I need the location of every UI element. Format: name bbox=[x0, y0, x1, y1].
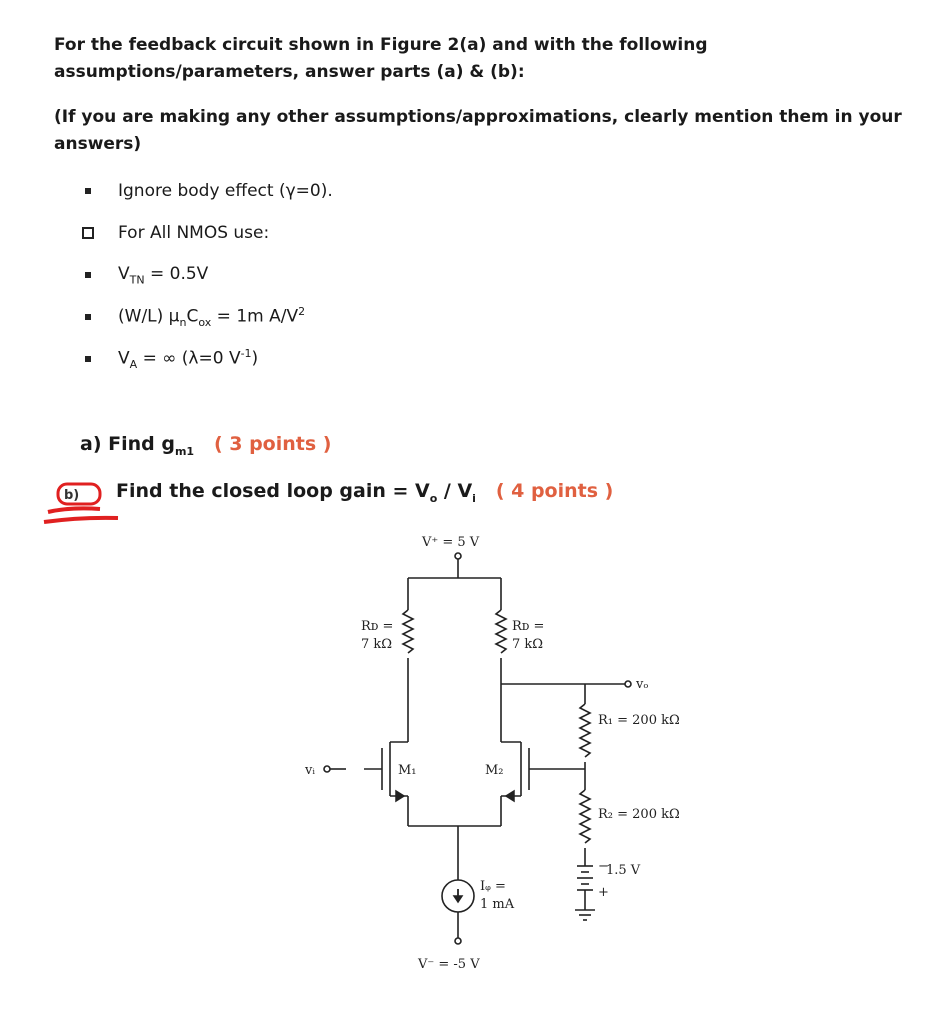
bullet-icon bbox=[85, 356, 91, 362]
svg-text:b): b) bbox=[64, 488, 80, 503]
points-a: ( 3 points ) bbox=[213, 433, 332, 455]
vplus-label: V⁺ = 5 V bbox=[422, 535, 480, 550]
m1-label: M₁ bbox=[398, 763, 417, 778]
rd2-resistor bbox=[496, 610, 506, 653]
problem-intro: For the feedback circuit shown in Figure 2(a) and with the following assumptions/parameters, answer parts (a) & (b): bbox=[54, 35, 708, 82]
rd2-label-top: Rᴅ = bbox=[512, 619, 545, 634]
bullet-icon bbox=[85, 188, 91, 194]
rd2-label-bottom: 7 kΩ bbox=[512, 637, 544, 652]
list-item: Ignore body effect (γ=0). bbox=[82, 170, 682, 212]
r2-label: R₂ = 200 kΩ bbox=[598, 807, 680, 822]
r1-label: R₁ = 200 kΩ bbox=[598, 713, 680, 728]
current-source bbox=[442, 880, 474, 912]
r2-resistor bbox=[580, 790, 590, 843]
m1-arrow bbox=[396, 791, 404, 801]
rd1-label-top: Rᴅ = bbox=[361, 619, 394, 634]
list-item: For All NMOS use: bbox=[82, 212, 682, 254]
m2-arrow bbox=[506, 791, 514, 801]
list-item: (W/L) $\mu_nC_{ox} = 1m$ $A/V^2$ bbox=[82, 296, 682, 338]
rd1-label-bottom: 7 kΩ bbox=[361, 637, 393, 652]
iq-label-top: Iᵩ = bbox=[480, 879, 506, 894]
battery-label: 1.5 V bbox=[606, 863, 641, 878]
red-annotation-mark bbox=[44, 484, 118, 522]
list-item: $V_A$ = ∞ (λ=0 $V^{-1}$) bbox=[82, 338, 682, 380]
vminus-label: V⁻ = -5 V bbox=[418, 957, 480, 972]
m2-label: M₂ bbox=[485, 763, 504, 778]
vi-label: vᵢ bbox=[305, 763, 315, 778]
bullet-icon bbox=[85, 272, 91, 278]
question-b: Find the closed loop gain = $V_o / V_i$ ( 4 points ) bbox=[116, 480, 614, 505]
bullet-icon bbox=[85, 314, 91, 320]
battery-minus: − bbox=[598, 859, 609, 874]
vo-label: vₒ bbox=[636, 677, 649, 692]
list-item: $V_{TN} = 0.5V$ bbox=[82, 254, 682, 296]
battery-plus: + bbox=[598, 885, 609, 900]
assumption-note: (If you are making any other assumptions/approximations, clearly mention them in your answers) bbox=[54, 107, 902, 154]
question-a: a) Find $g_{m1}$ ( 3 points ) bbox=[80, 433, 332, 458]
checkbox-icon bbox=[82, 227, 94, 239]
rd1-resistor bbox=[403, 610, 413, 653]
iq-label-bottom: 1 mA bbox=[480, 897, 515, 912]
points-b: ( 4 points ) bbox=[495, 480, 614, 502]
current-arrow bbox=[454, 896, 462, 902]
assumption-list bbox=[82, 170, 682, 380]
r1-resistor bbox=[580, 704, 590, 757]
